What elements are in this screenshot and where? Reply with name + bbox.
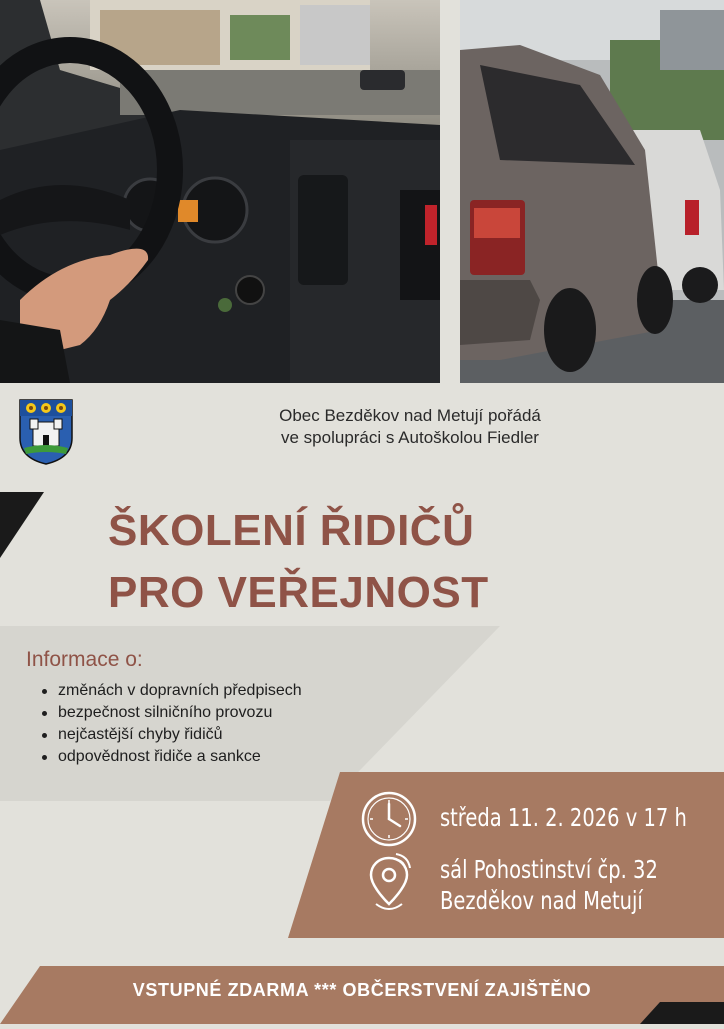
clock-icon: [360, 790, 418, 848]
decorative-wedge: [0, 492, 44, 558]
event-place: [440, 854, 658, 916]
page-title: [108, 500, 708, 624]
title-line-1: ŠKOLENÍ ŘIDIČŮ: [108, 506, 475, 555]
photo-gap: [440, 0, 460, 383]
traffic-jam-photo: [460, 0, 724, 383]
list-item: odpovědnost řidiče a sankce: [40, 746, 302, 768]
footer-text: VSTUPNÉ ZDARMA *** OBČERSTVENÍ ZAJIŠTĚNO: [132, 980, 592, 1000]
municipal-crest: [18, 398, 74, 466]
organizer-line-1: Obec Bezděkov nad Metují pořádá: [279, 406, 541, 425]
place-line-2: Bezděkov nad Metují: [440, 886, 643, 915]
organizer-text: [200, 405, 620, 449]
organizer-line-2: ve spolupráci s Autoškolou Fiedler: [281, 428, 539, 447]
list-item: nejčastější chyby řidičů: [40, 724, 302, 746]
place-line-1: sál Pohostinství čp. 32: [440, 855, 658, 884]
list-item: změnách v dopravních předpisech: [40, 680, 302, 702]
info-heading: Informace o:: [26, 648, 143, 671]
list-item: bezpečnost silničního provozu: [40, 702, 302, 724]
info-list: [40, 680, 302, 768]
title-line-2: PRO VEŘEJNOST: [108, 568, 489, 617]
event-date-time: středa 11. 2. 2026 v 17 h: [440, 803, 687, 832]
car-interior-photo: [0, 0, 440, 383]
location-pin-icon: [364, 852, 414, 916]
